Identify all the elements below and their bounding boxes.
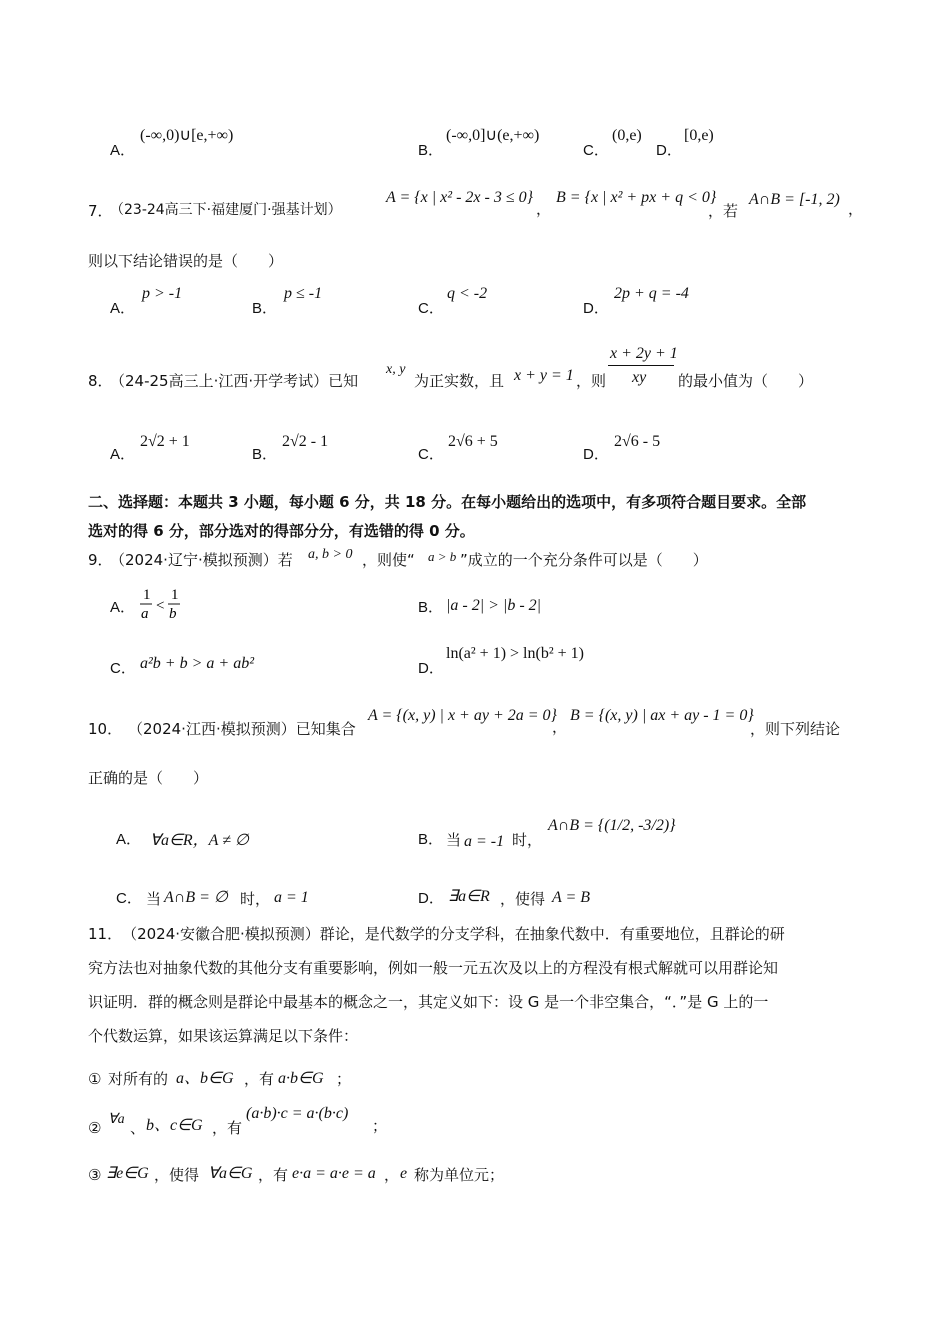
q11-condition-2-text-1: 、 [130, 1119, 146, 1137]
q7-question-line: 则以下结论错误的是（ ） [88, 252, 284, 270]
section-2-heading-line-1: 二、选择题：本题共 3 小题，每小题 6 分，共 18 分。在每小题给出的选项中，有多项符合题目要求。全部 [88, 493, 807, 511]
q11-condition-3-expr-3: e·a = a·e = a [292, 1165, 376, 1182]
q11-condition-1-text-2: ，有 [244, 1070, 275, 1088]
q10-question-line: 正确的是（ ） [88, 769, 209, 787]
q11-paragraph-line-2: 究方法也对抽象代数的其他分支有重要影响，例如一般一元五次及以上的方程没有根式解就可以用群论知 [88, 959, 779, 977]
q10-option-a-label: A． [116, 831, 142, 848]
q9-condition: a, b > 0 [308, 547, 353, 562]
q10-option-d-mid: ，使得 [500, 890, 546, 908]
q9-option-c-label: C． [110, 660, 136, 677]
q7-option-a-label: A． [110, 300, 136, 317]
q8-option-b-expr: 2√2 - 1 [282, 433, 329, 450]
q10-option-a-expr: ∀a∈R，A ≠ ∅ [150, 832, 249, 849]
q7-option-d-label: D． [583, 300, 609, 317]
q11-condition-2-expr-1: ∀a [108, 1112, 125, 1127]
q8-fraction-bar [608, 365, 674, 366]
q11-paragraph-line-1: 11． （2024·安徽合肥·模拟预测）群论，是代数学的分支学科，在抽象代数中．有重要地位，且群论的研 [88, 925, 785, 943]
q7-condition: A∩B = [-1, 2) [749, 191, 840, 208]
q7-comma-1: ， [536, 200, 552, 218]
q10-comma: ， [552, 718, 568, 736]
q11-condition-2-text-2: ，有 [212, 1119, 243, 1137]
q8-text-3: 的最小值为（ ） [678, 372, 814, 390]
q11-paragraph-line-4: 个代数运算，如果该运算满足以下条件： [88, 1027, 359, 1045]
q11-condition-3-text-3: ， [384, 1166, 400, 1184]
q8-option-d-label: D． [583, 446, 609, 463]
q10-option-b-label: B． [418, 831, 444, 848]
q10-option-b-prefix: 当 [446, 831, 462, 849]
q10-option-c-expr: a = 1 [274, 889, 309, 906]
q7-option-c-label: C． [418, 300, 444, 317]
q10-option-c-prefix: 当 [146, 890, 162, 908]
q7-set-a: A = {x | x² - 2x - 3 ≤ 0} [386, 189, 534, 206]
q9-number: 9． [88, 551, 113, 569]
q10-number: 10． [88, 720, 123, 738]
q8-fraction-numerator: x + 2y + 1 [610, 345, 678, 362]
q10-option-d-expr: A = B [552, 889, 591, 906]
q10-option-c-mid: 时， [240, 890, 271, 908]
q11-condition-1-expr-1: a、b∈G [176, 1070, 234, 1087]
q8-text-1: 为正实数，且 [414, 372, 505, 390]
q9-option-a-label: A． [110, 599, 136, 616]
q9-inequality: a > b [428, 549, 457, 564]
q10-option-c-condition: A∩B = ∅ [164, 889, 228, 906]
q6-option-b-expr: (-∞,0]∪(e,+∞) [446, 127, 540, 144]
q11-condition-3-expr-1: ∃e∈G [106, 1165, 149, 1182]
q11-condition-3-text-2: ，有 [258, 1166, 289, 1184]
q8-option-c-label: C． [418, 446, 444, 463]
q8-option-c-expr: 2√6 + 5 [448, 433, 498, 450]
q9-option-c-expr: a²b + b > a + ab² [140, 655, 254, 672]
q10-set-a: A = {(x, y) | x + ay + 2a = 0} [368, 707, 557, 724]
q8-option-a-label: A． [110, 446, 136, 463]
q9-option-a-fractions [138, 584, 184, 624]
q11-condition-2-expr-2: b、c∈G [146, 1117, 203, 1134]
svg-text:1: 1 [143, 587, 151, 603]
q11-condition-1-marker: ① [88, 1070, 102, 1088]
q9-option-b-expr: |a - 2| > |b - 2| [446, 597, 542, 614]
q11-condition-1-end: ； [336, 1070, 352, 1088]
svg-text:<: < [156, 598, 165, 614]
q6-option-b-label: B． [418, 142, 444, 159]
q11-paragraph-line-3: 识证明．群的概念则是群论中最基本的概念之一，其定义如下：设 G 是一个非空集合，“．”是 G 上的一 [88, 993, 769, 1011]
svg-text:1: 1 [171, 587, 179, 603]
q8-fraction-denominator: xy [632, 369, 647, 386]
q6-option-d-label: D． [656, 142, 682, 159]
q11-condition-1-expr-2: a·b∈G [278, 1070, 324, 1087]
q8-option-d-expr: 2√6 - 5 [614, 433, 661, 450]
q6-option-a-expr: (-∞,0)∪[e,+∞) [140, 127, 234, 144]
q7-option-c-expr: q < -2 [447, 285, 488, 302]
q8-condition: x + y = 1 [514, 367, 574, 384]
q11-condition-3-text-4: 称为单位元； [414, 1166, 505, 1184]
q10-option-b-mid: 时， [512, 831, 543, 849]
q11-condition-3-marker: ③ [88, 1166, 102, 1184]
q9-text-1: ，则使“ [362, 551, 415, 569]
q9-text-2: ”成立的一个充分条件可以是（ ） [460, 551, 708, 569]
svg-text:a: a [141, 606, 149, 622]
section-2-heading-line-2: 选对的得 6 分，部分选对的得部分分，有选错的得 0 分。 [88, 522, 475, 540]
q7-comma-2: ， [848, 200, 864, 218]
q10-text-1: ，则下列结论 [750, 720, 841, 738]
q11-condition-2-expr-3: (a·b)·c = a·(b·c) [246, 1105, 349, 1122]
q7-source: （23-24高三下·福建厦门·强基计划） [110, 202, 342, 218]
q6-option-d-expr: [0,e) [684, 127, 714, 144]
q11-condition-3-text-1: ，使得 [154, 1166, 200, 1184]
q8-text-2: ，则 [576, 372, 607, 390]
q7-option-a-expr: p > -1 [142, 285, 183, 302]
q11-condition-3-e: e [400, 1165, 408, 1182]
q8-option-b-label: B． [252, 446, 278, 463]
q6-option-c-expr: (0,e) [612, 127, 642, 144]
q11-condition-2-end: ； [372, 1117, 388, 1135]
q7-option-b-label: B． [252, 300, 278, 317]
q7-set-b: B = {x | x² + px + q < 0} [556, 189, 717, 206]
q10-option-b-expr: A∩B = {(1/2, -3/2)} [548, 817, 676, 834]
q10-source: （2024·江西·模拟预测）已知集合 [128, 720, 356, 738]
q8-option-a-expr: 2√2 + 1 [140, 433, 190, 450]
q10-option-d-label: D． [418, 890, 444, 907]
q9-source: （2024·辽宁·模拟预测）若 [110, 551, 293, 569]
q7-number: 7． [88, 202, 113, 220]
q10-option-d-condition: ∃a∈R [448, 888, 490, 905]
q9-option-d-label: D． [418, 660, 444, 677]
q7-option-d-expr: 2p + q = -4 [614, 285, 689, 302]
q6-option-a-label: A． [110, 142, 136, 159]
q7-if-text: ，若 [708, 202, 739, 220]
q6-option-c-label: C． [583, 142, 609, 159]
q10-option-b-condition: a = -1 [464, 833, 505, 850]
q11-condition-1-text-1: 对所有的 [108, 1070, 169, 1088]
q10-option-c-label: C． [116, 890, 142, 907]
q8-variables: x, y [386, 362, 406, 377]
q7-option-b-expr: p ≤ -1 [284, 285, 323, 302]
q10-set-b: B = {(x, y) | ax + ay - 1 = 0} [570, 707, 754, 724]
q11-condition-2-marker: ② [88, 1119, 102, 1137]
q9-option-d-expr: ln(a² + 1) > ln(b² + 1) [446, 645, 584, 662]
q9-option-b-label: B． [418, 599, 444, 616]
svg-text:b: b [169, 606, 177, 622]
q11-condition-3-expr-2: ∀a∈G [208, 1165, 253, 1182]
q8-source: （24-25高三上·江西·开学考试）已知 [110, 372, 359, 390]
q8-number: 8． [88, 372, 113, 390]
